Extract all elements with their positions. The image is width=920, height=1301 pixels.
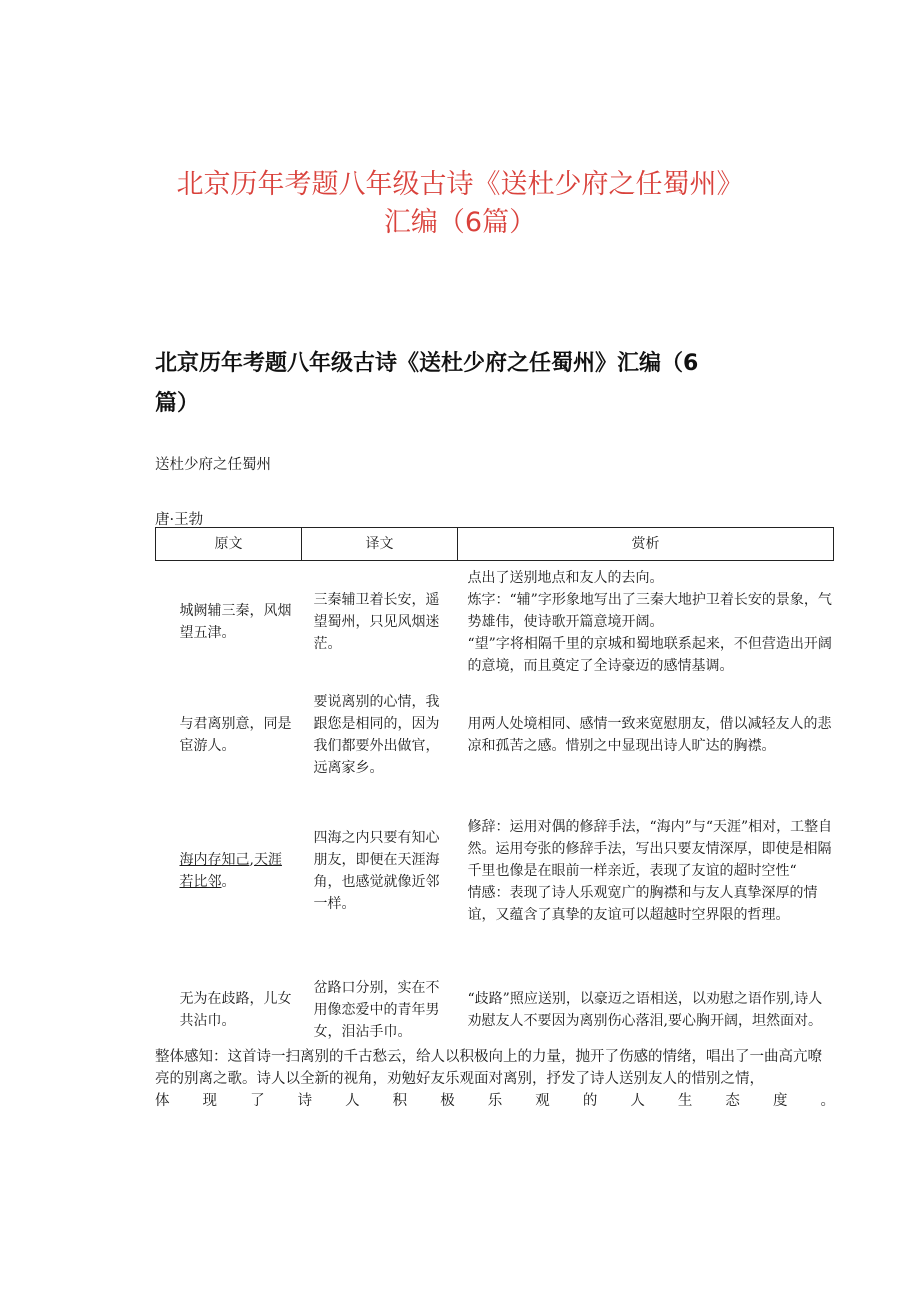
cover-title-line2: 汇编（6篇） bbox=[383, 207, 537, 238]
underlined-phrase: 天涯若比邻 bbox=[179, 851, 282, 890]
original-cell: 城阙辅三秦，风烟望五津。 bbox=[179, 602, 292, 641]
poem-name: 送杜少府之任蜀州 bbox=[155, 457, 271, 473]
analysis-cell bbox=[458, 683, 834, 787]
separator: , bbox=[249, 851, 254, 868]
table-header-row bbox=[156, 528, 834, 561]
poem-analysis-table bbox=[155, 527, 834, 1065]
header-original: 原文 bbox=[156, 528, 302, 561]
poem-author: 唐·王勃 bbox=[155, 512, 204, 528]
table-row bbox=[156, 683, 834, 787]
analysis-line: 修辞：运用对偶的修辞手法，“海内”与“天涯”相对，工整自然。运用夸张的修辞手法，写出只要友情深厚，即使是相隔千里也像是在眼前一样亲近，表现了友谊的超时空性“ bbox=[467, 818, 833, 879]
analysis-line: 炼字：“辅”字形象地写出了三秦大地护卫着长安的景象，气势雄伟，使诗歌开篇意境开阔。 bbox=[467, 591, 832, 630]
analysis-line: “望”字将相隔千里的京城和蜀地联系起来，不但营造出开阔的意境，而且奠定了全诗豪迈的感情基调。 bbox=[467, 635, 832, 674]
document-title-line2: 篇） bbox=[155, 391, 200, 416]
table-row bbox=[156, 787, 834, 955]
summary-text: 整体感知：这首诗一扫离别的千古愁云，给人以积极向上的力量，抛开了伤感的情绪，唱出了一曲高亢嘹亮的别离之歌。诗人以全新的视角，劝勉好友乐观面对离别，抒发了诗人送别友人的惜别之情， bbox=[155, 1049, 822, 1087]
analysis-cell bbox=[458, 787, 834, 955]
header-analysis: 赏析 bbox=[458, 528, 834, 561]
header-translation: 译文 bbox=[302, 528, 458, 561]
analysis-cell bbox=[458, 561, 834, 683]
analysis-line: 点出了送别地点和友人的去向。 bbox=[467, 569, 664, 586]
original-cell: 与君离别意，同是宦游人。 bbox=[179, 715, 292, 754]
original-cell bbox=[156, 787, 302, 955]
analysis-line: 情感：表现了诗人乐观宽广的胸襟和与友人真挚深厚的情谊，又蕴含了真挚的友谊可以超越时空界限的哲理。 bbox=[467, 884, 818, 923]
analysis-line: 用两人处境相同、感情一致来宽慰朋友，借以减轻友人的悲凉和孤苦之感。惜别之中显现出诗人旷达的胸襟。 bbox=[467, 715, 832, 754]
overall-summary bbox=[155, 1046, 835, 1112]
underlined-phrase: 海内存知己 bbox=[179, 851, 250, 868]
translation-cell: 三秦辅卫着长安，遥望蜀州，只见风烟迷茫。 bbox=[313, 591, 440, 652]
end-mark: 。 bbox=[221, 873, 236, 890]
summary-last-line: 体现了诗人积极乐观的人生态度。 bbox=[155, 1093, 835, 1109]
translation-cell: 岔路口分别，实在不用像恋爱中的青年男女，泪沾手巾。 bbox=[313, 979, 440, 1040]
document-title-line1: 北京历年考题八年级古诗《送杜少府之任蜀州》汇编（6 bbox=[155, 351, 699, 376]
original-cell: 无为在歧路，儿女共沾巾。 bbox=[179, 990, 292, 1029]
table-row bbox=[156, 561, 834, 683]
translation-cell: 要说离别的心情，我跟您是相同的，因为我们都要外出做官，远离家乡。 bbox=[313, 693, 440, 776]
translation-cell: 四海之内只要有知心朋友，即便在天涯海角，也感觉就像近邻一样。 bbox=[313, 829, 440, 912]
cover-title-line1: 北京历年考题八年级古诗《送杜少府之任蜀州》 bbox=[176, 169, 744, 200]
analysis-line: “歧路”照应送别，以豪迈之语相送，以劝慰之语作别,诗人劝慰友人不要因为离别伤心落泪,要心胸开阔，坦然面对。 bbox=[467, 990, 823, 1029]
